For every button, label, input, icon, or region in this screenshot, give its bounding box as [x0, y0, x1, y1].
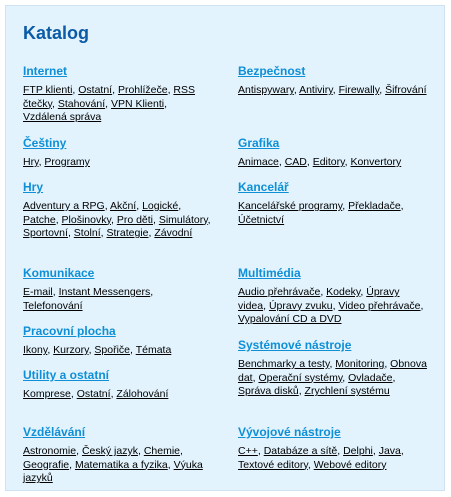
subcategory-link-textove-editory[interactable]: Textové editory [238, 458, 308, 471]
subcategory-link-editory[interactable]: Editory [312, 156, 345, 168]
subcategory-link-firewally[interactable]: Firewally [338, 84, 380, 96]
subcategory-link-temata[interactable]: Témata [135, 344, 172, 356]
subcategory-link-audio-prehravace[interactable]: Audio přehrávače [238, 286, 321, 298]
subcategory-link-benchmarky-a-testy[interactable]: Benchmarky a testy [238, 358, 330, 370]
subcategory-link-stolni[interactable]: Stolní [73, 227, 101, 240]
subcategory-link-c[interactable]: C++ [238, 445, 258, 457]
subcategory-link-upravy-videa[interactable]: Úpravy videa [238, 286, 400, 312]
category-link-pracovni-plocha[interactable]: Pracovní plocha [23, 324, 116, 338]
category-link-utility-a-ostatni[interactable]: Utility a ostatní [23, 368, 110, 382]
subcategory-link-komprese[interactable]: Komprese [23, 388, 71, 400]
category-cestiny [23, 136, 213, 170]
subcategory-link-vpn-klienti[interactable]: VPN Klienti [110, 97, 165, 110]
subcategory-list: Ikony, Kurzory, Spořiče, Témata [23, 344, 172, 356]
category-link-vyvojove-nastroje[interactable]: Vývojové nástroje [238, 425, 341, 439]
subcategory-link-ucetnictvi[interactable]: Účetnictví [238, 213, 285, 226]
subcategory-link-obnova-dat[interactable]: Obnova dat [238, 358, 427, 384]
category-internet [23, 64, 213, 125]
category-link-vzdelavani[interactable]: Vzdělávání [23, 425, 86, 439]
subcategory-list: C++, Databáze a sítě, Delphi, Java, Textové editory, Webové editory [238, 445, 404, 471]
subcategory-link-simulatory[interactable]: Simulátory [158, 213, 208, 226]
subcategory-link-stahovani[interactable]: Stahování [57, 97, 106, 110]
subcategory-link-logicke[interactable]: Logické [142, 200, 179, 212]
category-komunikace [23, 266, 213, 313]
category-vzdelavani [23, 425, 213, 486]
subcategory-link-webove-editory[interactable]: Webové editory [313, 458, 387, 471]
page-title: Katalog [23, 23, 90, 43]
subcategory-link-rss-ctecky[interactable]: RSS čtečky [23, 84, 195, 110]
category-link-systemove-nastroje[interactable]: Systémové nástroje [238, 338, 352, 352]
subcategory-list: Astronomie, Český jazyk, Chemie, Geografie, Matematika a fyzika, Výuka jazyků [23, 445, 203, 485]
subcategory-list: Benchmarky a testy, Monitoring, Obnova dat, Operační systémy, Ovladače, Správa disků, Zrychlení systému [238, 358, 427, 398]
subcategory-list: Adventury a RPG, Akční, Logické, Patche, Plošinovky, Pro děti, Simulátory, Sportovní, Stolní, Strategie, Závodní [23, 200, 211, 240]
subcategory-link-sporice[interactable]: Spořiče [94, 344, 131, 356]
subcategory-link-instant-messengers[interactable]: Instant Messengers [58, 286, 151, 298]
subcategory-link-strategie[interactable]: Strategie [106, 227, 149, 240]
subcategory-link-programy[interactable]: Programy [44, 156, 90, 168]
category-link-komunikace[interactable]: Komunikace [23, 266, 95, 280]
category-systemove-nastroje [238, 338, 428, 399]
subcategory-link-akcni[interactable]: Akční [109, 200, 137, 212]
subcategory-link-zrychleni-systemu[interactable]: Zrychlení systému [304, 385, 390, 398]
category-link-grafika[interactable]: Grafika [238, 136, 280, 150]
subcategory-link-ostatni[interactable]: Ostatní [76, 388, 111, 400]
subcategory-link-java[interactable]: Java [378, 445, 401, 457]
subcategory-link-prohlizece[interactable]: Prohlížeče [117, 84, 168, 96]
subcategory-link-cesky-jazyk[interactable]: Český jazyk [81, 445, 138, 457]
subcategory-link-vzdalena-sprava[interactable]: Vzdálená správa [23, 111, 102, 124]
subcategory-link-matematika-a-fyzika[interactable]: Matematika a fyzika [74, 458, 168, 471]
subcategory-link-antispywary[interactable]: Antispywary [238, 84, 294, 96]
category-vyvojove-nastroje [238, 425, 428, 472]
category-multimedia [238, 266, 428, 327]
subcategory-list: Animace, CAD, Editory, Konvertory [238, 156, 402, 168]
category-link-cestiny[interactable]: Češtiny [23, 136, 67, 150]
subcategory-link-cad[interactable]: CAD [284, 156, 307, 168]
subcategory-link-ostatni[interactable]: Ostatní [78, 84, 113, 96]
subcategory-link-e-mail[interactable]: E-mail [23, 286, 53, 298]
subcategory-link-ovladace[interactable]: Ovladače [348, 371, 393, 384]
subcategory-link-plosinovky[interactable]: Plošinovky [61, 213, 111, 226]
subcategory-link-geografie[interactable]: Geografie [23, 458, 70, 471]
subcategory-list: Antispywary, Antiviry, Firewally, Šifrování [238, 84, 427, 96]
subcategory-link-animace[interactable]: Animace [238, 156, 279, 168]
category-link-bezpecnost[interactable]: Bezpečnost [238, 64, 306, 78]
subcategory-link-adventury-a-rpg[interactable]: Adventury a RPG [23, 200, 105, 212]
subcategory-link-kurzory[interactable]: Kurzory [53, 344, 89, 356]
subcategory-link-sportovni[interactable]: Sportovní [23, 227, 68, 240]
subcategory-link-ftp-klienti[interactable]: FTP klienti [23, 84, 73, 96]
subcategory-list: Hry, Programy [23, 156, 90, 168]
subcategory-link-telefonovani[interactable]: Telefonování [23, 299, 83, 312]
subcategory-link-kodeky[interactable]: Kodeky [326, 286, 361, 298]
subcategory-link-upravy-zvuku[interactable]: Úpravy zvuku [268, 299, 333, 312]
category-bezpecnost [238, 64, 428, 98]
subcategory-link-ikony[interactable]: Ikony [23, 344, 48, 356]
subcategory-link-kancelarske-programy[interactable]: Kancelářské programy [238, 200, 343, 212]
subcategory-link-konvertory[interactable]: Konvertory [350, 156, 402, 168]
subcategory-link-patche[interactable]: Patche [23, 213, 56, 226]
subcategory-link-antiviry[interactable]: Antiviry [299, 84, 333, 96]
subcategory-link-delphi[interactable]: Delphi [343, 445, 373, 457]
subcategory-list: FTP klienti, Ostatní, Prohlížeče, RSS čtečky, Stahování, VPN Klienti, Vzdálená správa [23, 84, 195, 124]
subcategory-list: Komprese, Ostatní, Zálohování [23, 388, 169, 400]
category-kancelar [238, 180, 428, 227]
catalog-panel [5, 5, 445, 491]
category-utility-a-ostatni [23, 368, 213, 402]
category-hry [23, 180, 213, 241]
subcategory-link-astronomie[interactable]: Astronomie [23, 445, 77, 457]
category-link-multimedia[interactable]: Multimédia [238, 266, 301, 280]
category-grafika [238, 136, 428, 170]
subcategory-link-sifrovani[interactable]: Šifrování [385, 84, 427, 96]
subcategory-link-sprava-disku[interactable]: Správa disků [238, 385, 299, 398]
subcategory-link-video-prehravace[interactable]: Video přehrávače [338, 299, 421, 312]
subcategory-link-zalohovani[interactable]: Zálohování [116, 388, 169, 400]
category-link-hry[interactable]: Hry [23, 180, 44, 194]
subcategory-list: E-mail, Instant Messengers, Telefonování [23, 286, 154, 312]
category-link-internet[interactable]: Internet [23, 64, 68, 78]
subcategory-list: Audio přehrávače, Kodeky, Úpravy videa, Úpravy zvuku, Video přehrávače, Vypalování CD a DVD [238, 286, 424, 326]
subcategory-link-pro-deti[interactable]: Pro děti [116, 213, 153, 226]
subcategory-list: Kancelářské programy, Překladače, Účetnictví [238, 200, 404, 226]
category-pracovni-plocha [23, 324, 213, 358]
subcategory-link-operacni-systemy[interactable]: Operační systémy [258, 371, 343, 384]
subcategory-link-vyuka-jazyku[interactable]: Výuka jazyků [23, 458, 203, 485]
subcategory-link-vypalovani-cd-a-dvd[interactable]: Vypalování CD a DVD [238, 313, 342, 326]
category-link-kancelar[interactable]: Kancelář [238, 180, 289, 194]
subcategory-link-monitoring[interactable]: Monitoring [335, 358, 385, 370]
subcategory-link-chemie[interactable]: Chemie [143, 445, 180, 457]
subcategory-link-databaze-a-site[interactable]: Databáze a sítě [263, 445, 338, 457]
subcategory-link-hry[interactable]: Hry [23, 156, 39, 168]
subcategory-link-zavodni[interactable]: Závodní [154, 227, 193, 240]
subcategory-link-prekladace[interactable]: Překladače [348, 200, 401, 212]
